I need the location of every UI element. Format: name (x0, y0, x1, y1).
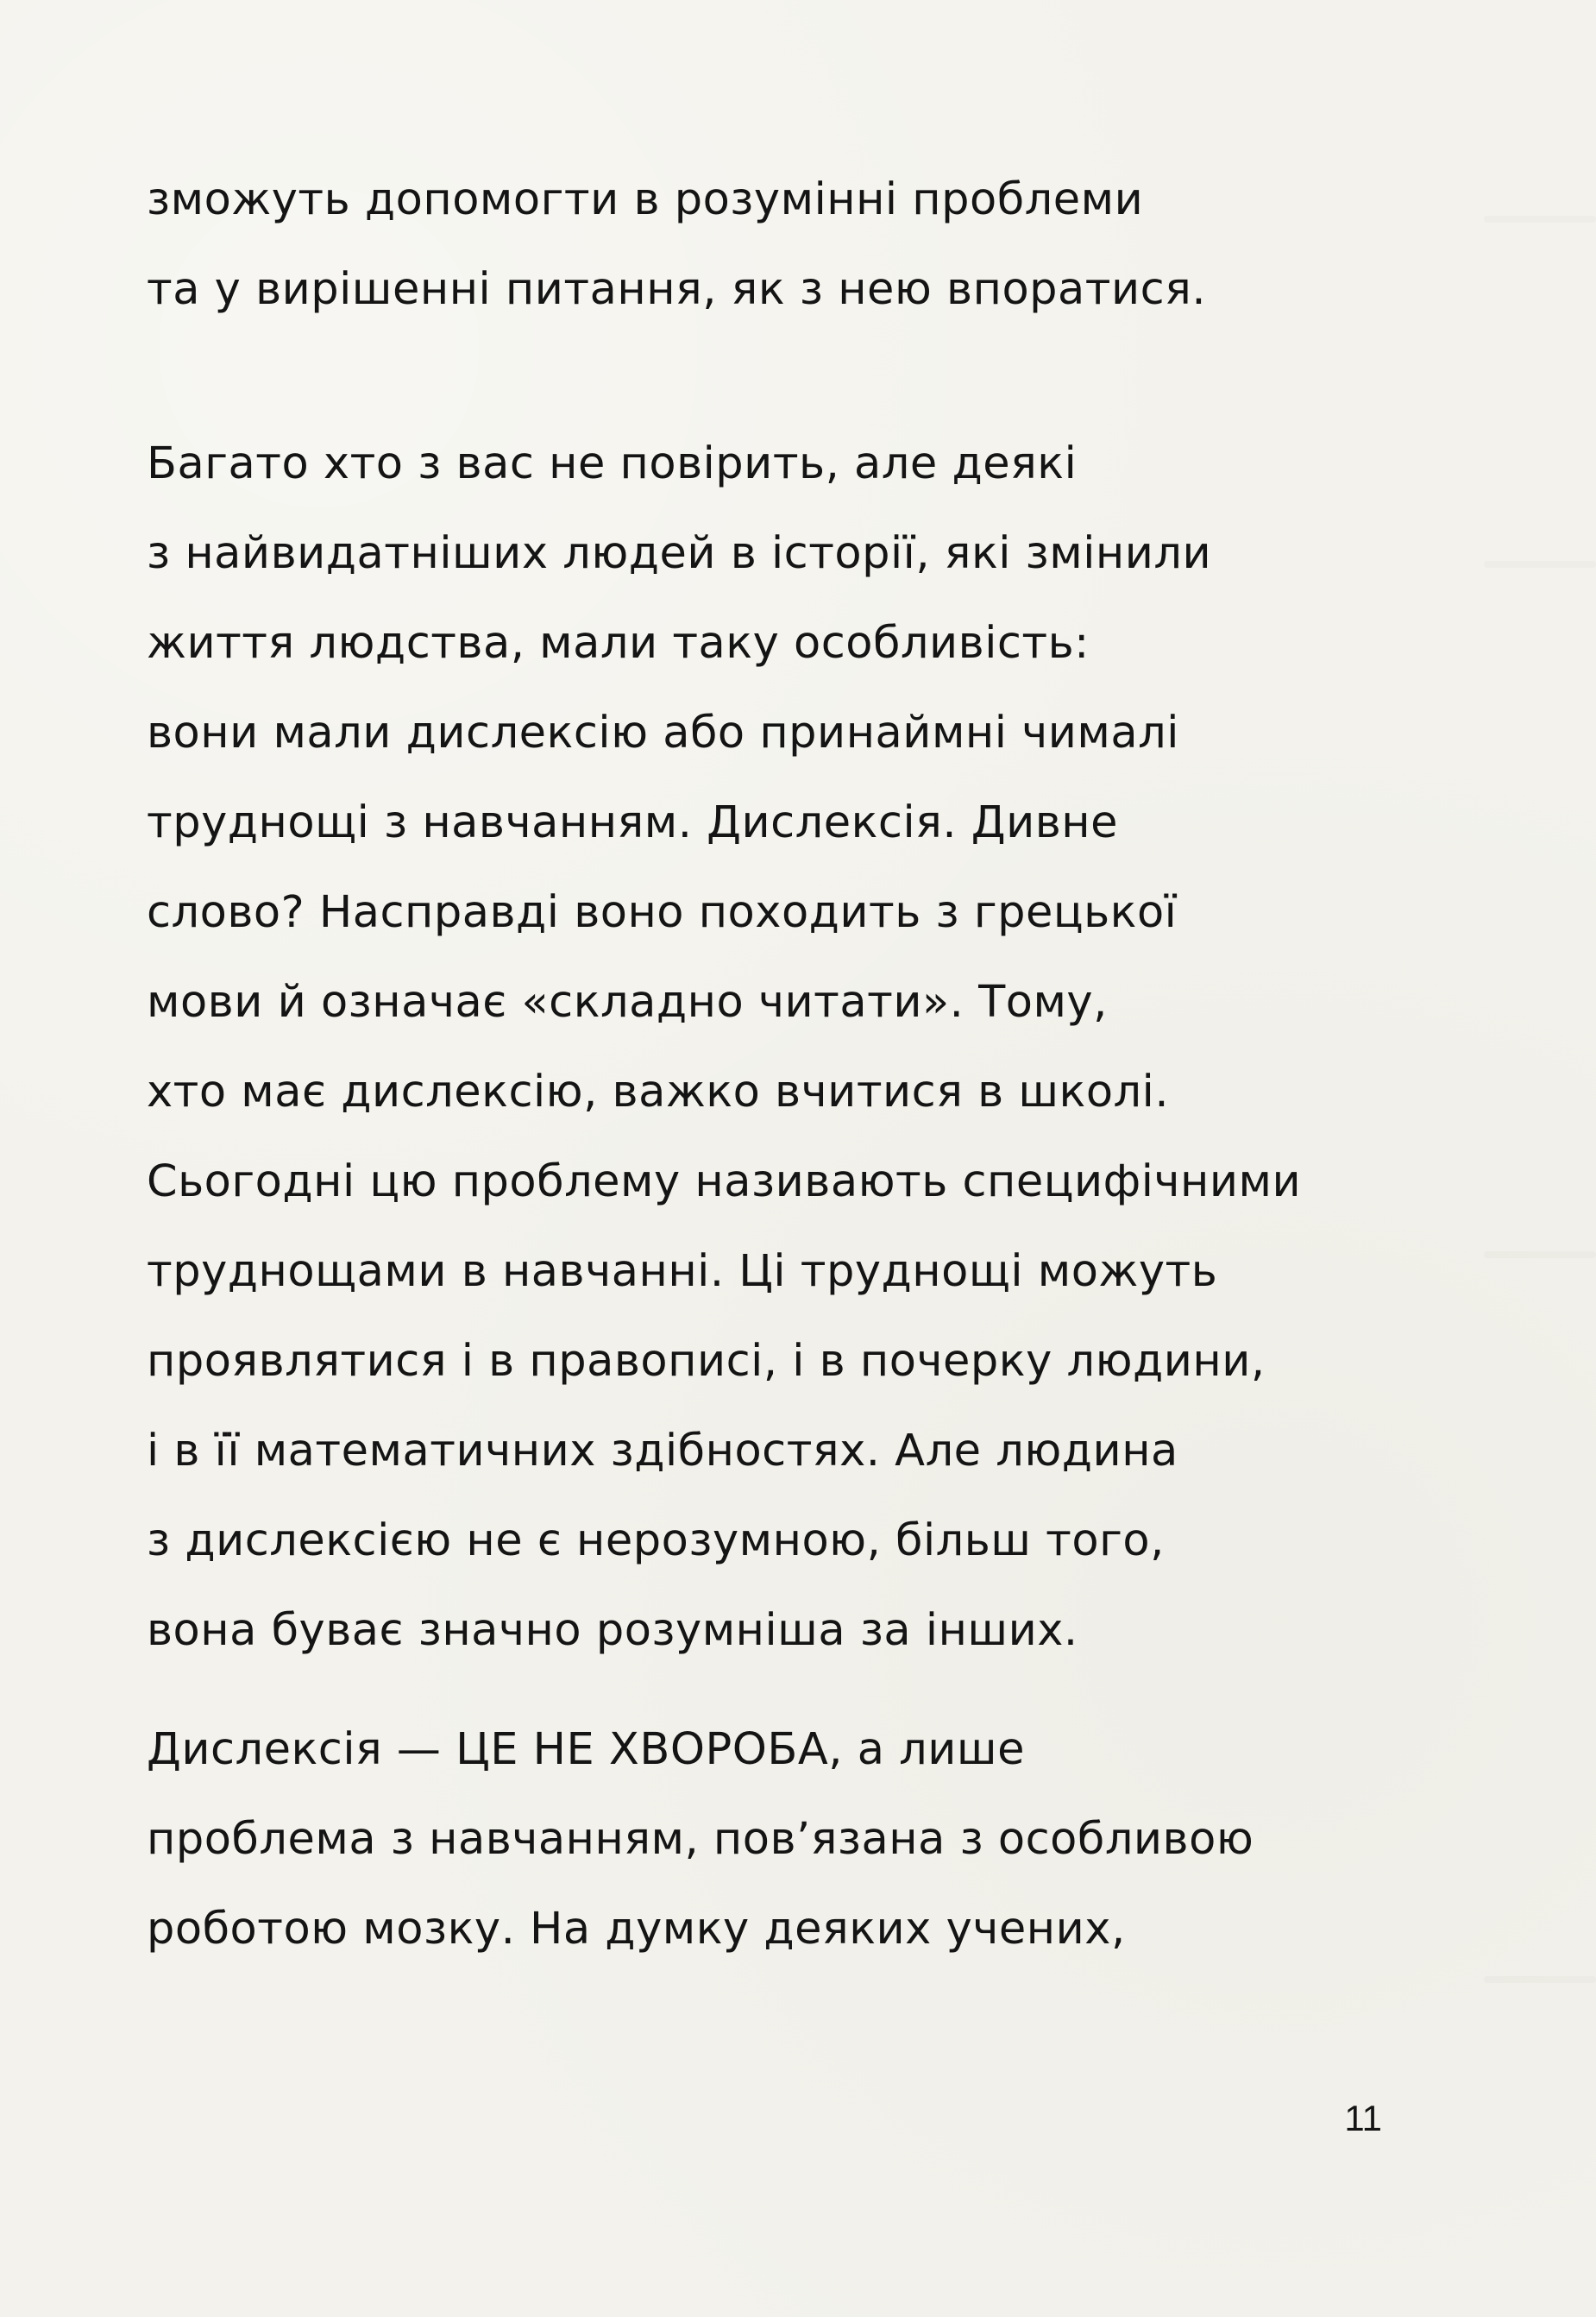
text-line: вони мали дислексію або принаймні чималі (147, 708, 1179, 759)
text-line: труднощами в навчанні. Ці труднощі можуть (147, 1246, 1218, 1297)
text-line: з найвидатніших людей в історії, які змінили (147, 528, 1212, 579)
text-line: Дислексія — ЦЕ НЕ ХВОРОБА, а лише (147, 1724, 1025, 1775)
page-number: 11 (1344, 2098, 1382, 2138)
paragraph-2 (147, 419, 1406, 1676)
text-line: слово? Насправді воно походить з грецької (147, 887, 1178, 938)
text-line: з дислексією не є нерозумною, більш того, (147, 1515, 1165, 1566)
text-line: роботою мозку. На думку деяких учених, (147, 1904, 1126, 1955)
text-line: труднощі з навчанням. Дислексія. Дивне (147, 797, 1119, 848)
text-line: життя людства, мали таку особливість: (147, 618, 1090, 669)
show-through-mark (1484, 1251, 1596, 1258)
text-line: Багато хто з вас не повірить, але деякі (147, 438, 1078, 489)
text-line: та у вирішенні питання, як з нею впоратися. (147, 264, 1207, 315)
text-line: хто має дислексію, важко вчитися в школі. (147, 1067, 1170, 1118)
text-line: і в її математичних здібностях. Але людина (147, 1426, 1178, 1476)
text-line: зможуть допомогти в розумінні проблеми (147, 174, 1144, 225)
paragraph-1 (147, 155, 1406, 335)
paragraph-3 (147, 1705, 1406, 1974)
text-line: проявлятися і в правописі, і в почерку людини, (147, 1336, 1266, 1387)
show-through-mark (1484, 561, 1596, 568)
show-through-mark (1484, 216, 1596, 223)
text-line: мови й означає «складно читати». Тому, (147, 977, 1108, 1028)
show-through-mark (1484, 1976, 1596, 1983)
text-line: вона буває значно розумніша за інших. (147, 1605, 1078, 1656)
text-line: Сьогодні цю проблему називають специфічними (147, 1156, 1302, 1207)
text-line: проблема з навчанням, пов’язана з особливою (147, 1814, 1254, 1865)
